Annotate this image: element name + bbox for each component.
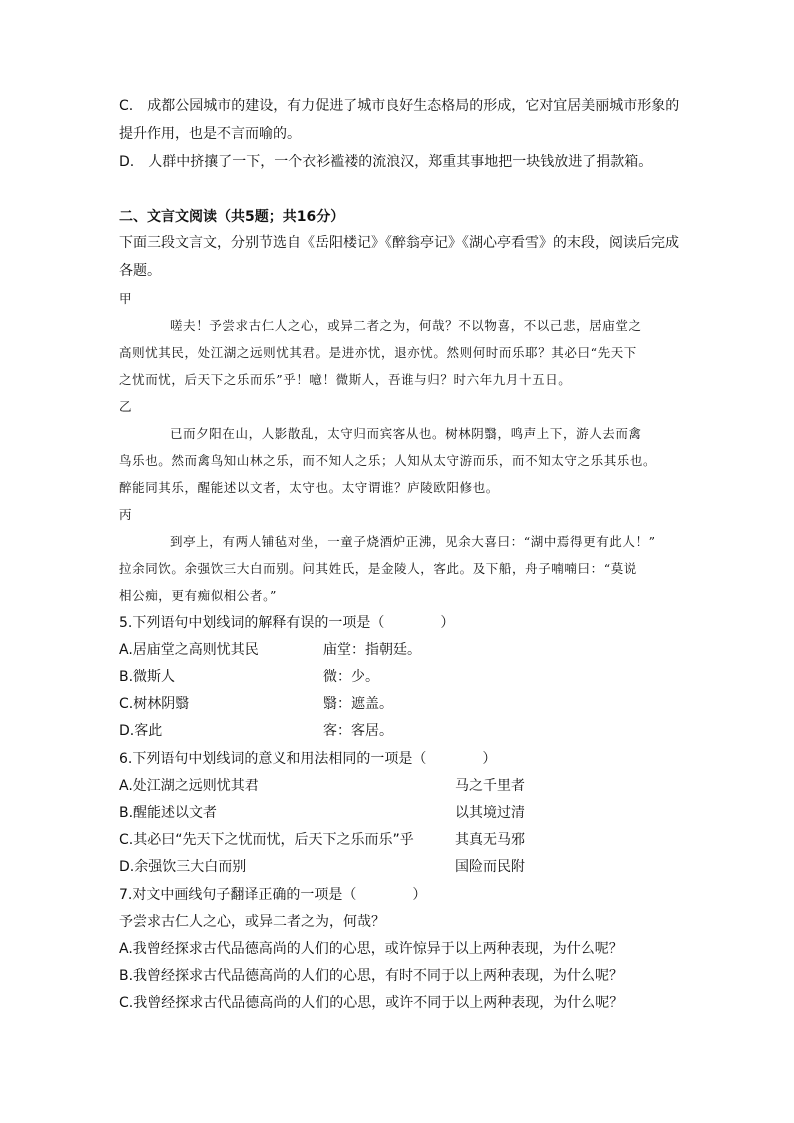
question-7-stem: 7.对文中画线句子翻译正确的一项是（ ）: [119, 887, 427, 903]
option-c-line-2: 提升作用，也是不言而喻的。: [119, 126, 301, 142]
question-5-stem: 5.下列语句中划线词的解释有误的一项是（ ）: [119, 615, 455, 631]
option-compare: 马之千里者: [455, 778, 525, 794]
question-7-option-a: A.我曾经探求古代品德高尚的人们的心思，或许惊异于以上两种表现，为什么呢？: [119, 941, 623, 957]
option-text: C.树林阴翳: [119, 696, 190, 712]
passage-yi-line-1: 已而夕阳在山，人影散乱，太守归而宾客从也。树林阴翳，鸣声上下，游人去而禽: [170, 426, 642, 441]
option-explanation: 庙堂：指朝廷。: [323, 642, 421, 658]
option-explanation: 翳：遮盖。: [323, 696, 393, 712]
option-text: D.客此: [119, 723, 163, 739]
question-5-option-b: [119, 667, 719, 687]
option-text: A.居庙堂之高则忧其民: [119, 642, 259, 658]
option-compare: 其真无马邪: [455, 832, 525, 848]
passage-bing-line-2: 拉余同饮。余强饮三大白而别。问其姓氏，是金陵人，客此。及下船，舟子喃喃曰：“莫说: [119, 561, 637, 576]
passage-bing-line-1: 到亭上，有两人铺毡对坐，一童子烧酒炉正沸，见余大喜曰：“湖中焉得更有此人！”: [170, 534, 656, 549]
passage-label-yi: 乙: [119, 399, 133, 414]
passage-label-bing: 丙: [119, 507, 133, 522]
question-6-stem: 6.下列语句中划线词的意义和用法相同的一项是（ ）: [119, 751, 497, 767]
question-5-option-d: [119, 721, 719, 741]
question-6-option-d: [119, 857, 719, 877]
passage-jia-line-2: 高则忧其民，处江湖之远则忧其君。是进亦忧，退亦忧。然则何时而乐耶？其必曰“先天下: [119, 345, 637, 360]
option-explanation: 微：少。: [323, 669, 379, 685]
intro-line-2: 各题。: [119, 263, 161, 279]
passage-yi-line-3: 醉能同其乐，醒能述以文者，太守也。太守谓谁？庐陵欧阳修也。: [119, 480, 499, 495]
passage-label-jia: 甲: [119, 291, 133, 306]
section-title: 二、文言文阅读（共5题；共16分）: [119, 209, 345, 225]
question-7-sentence: 予尝求古仁人之心，或异二者之为，何哉？: [119, 914, 385, 930]
option-d-line: D. 人群中挤攘了一下，一个衣衫褴褛的流浪汉，郑重其事地把一块钱放进了捐款箱。: [119, 154, 653, 170]
option-explanation: 客：客居。: [323, 723, 393, 739]
passage-bing-line-3: 相公痴，更有痴似相公者。”: [119, 588, 277, 603]
passage-jia-line-3: 之忧而忧，后天下之乐而乐”乎！噫！微斯人，吾谁与归？时六年九月十五日。: [119, 372, 572, 387]
option-text: B.醒能述以文者: [119, 805, 218, 821]
option-c-line-1: C. 成都公园城市的建设，有力促进了城市良好生态格局的形成，它对宜居美丽城市形象的: [119, 98, 680, 114]
question-6-option-a: [119, 776, 719, 796]
question-5-option-a: [119, 640, 719, 660]
option-text: D.余强饮三大白而别: [119, 859, 247, 875]
intro-line-1: 下面三段文言文，分别节选自《岳阳楼记》《醉翁亭记》《湖心亭看雪》的末段，阅读后完成: [119, 235, 679, 251]
passage-jia-line-1: 嗟夫！予尝求古仁人之心，或异二者之为，何哉？不以物喜，不以己悲，居庙堂之: [170, 318, 642, 333]
option-compare: 国险而民附: [455, 859, 525, 875]
question-7-option-b: B.我曾经探求古代品德高尚的人们的心思，有时不同于以上两种表现，为什么呢？: [119, 968, 624, 984]
question-6-option-b: [119, 803, 719, 823]
option-text: A.处江湖之远则忧其君: [119, 778, 259, 794]
passage-yi-line-2: 鸟乐也。然而禽鸟知山林之乐，而不知人之乐；人知从太守游而乐，而不知太守之乐其乐也。: [119, 453, 657, 468]
option-text: C.其必曰“先天下之忧而忧，后天下之乐而乐”乎: [119, 832, 414, 848]
question-6-option-c: [119, 830, 719, 850]
option-compare: 以其境过清: [455, 805, 525, 821]
question-7-option-c: C.我曾经探求古代品德高尚的人们的心思，或许不同于以上两种表现，为什么呢？: [119, 995, 624, 1011]
question-5-option-c: [119, 694, 719, 714]
option-text: B.微斯人: [119, 669, 176, 685]
